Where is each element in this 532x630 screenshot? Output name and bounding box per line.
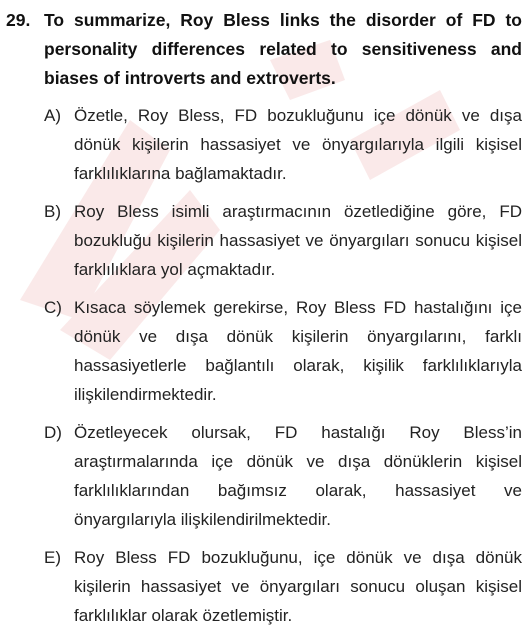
answer-options (6, 101, 522, 630)
option-a[interactable] (6, 101, 522, 188)
option-d[interactable] (6, 418, 522, 534)
option-text: Özetleyecek olursak, FD hastalığı Roy Bless’in araştırmalarında içe dönük ve dışa dönüklerin kişisel farklılıklarından bağımsız olarak, hassasiyet ve önyargılarıyla ilişkilendirilmektedir. (74, 423, 522, 529)
option-letter: B) (44, 202, 61, 221)
option-text: Özetle, Roy Bless, FD bozukluğunu içe dönük ve dışa dönük kişilerin hassasiyet ve önyargılarıyla ilgili kişisel farklılıklarına bağlamaktadır. (74, 106, 522, 183)
option-letter: C) (44, 298, 62, 317)
question-text: To summarize, Roy Bless links the disorder of FD to personality differences related to sensitiveness and biases of introverts and extroverts. (44, 10, 522, 88)
option-letter: E) (44, 548, 61, 567)
question-number: 29. (6, 10, 31, 30)
option-letter: D) (44, 423, 62, 442)
question-header (6, 6, 522, 93)
option-text: Roy Bless isimli araştırmacının özetlediğine göre, FD bozukluğu kişilerin hassasiyet ve önyargıları sonucu kişisel farklılıklara yol açmaktadır. (74, 202, 522, 279)
option-letter: A) (44, 106, 61, 125)
option-e[interactable] (6, 543, 522, 630)
option-text: Kısaca söylemek gerekirse, Roy Bless FD hastalığını içe dönük ve dışa dönük kişilerin önyargılarını, farklı hassasiyetlerle bağlantılı olarak, kişilik farklılıklarıyla ilişkilendirmektedir. (74, 298, 522, 404)
option-c[interactable] (6, 293, 522, 409)
option-text: Roy Bless FD bozukluğunu, içe dönük ve dışa dönük kişilerin hassasiyet ve önyargıları sonucu oluşan kişisel farklılıklar olarak özetlemiştir. (74, 548, 522, 625)
option-b[interactable] (6, 197, 522, 284)
